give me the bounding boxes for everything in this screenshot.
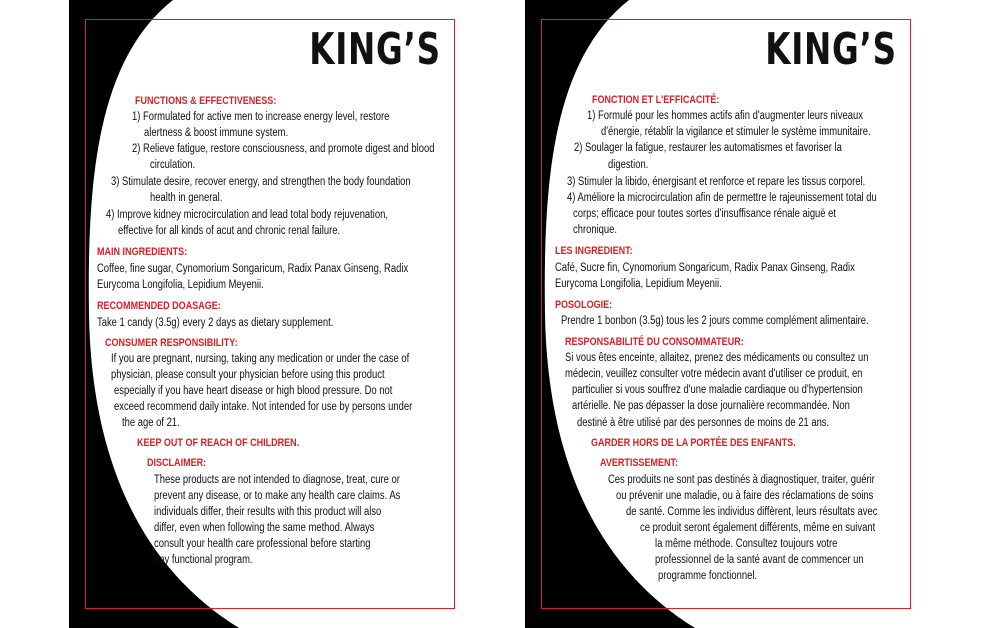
label-card-english xyxy=(69,0,475,628)
body-line: 1) Formulé pour les hommes actifs afin d'augmenter leurs niveaux xyxy=(587,110,863,122)
section-heading: KEEP OUT OF REACH OF CHILDREN. xyxy=(137,437,300,449)
body-line: de santé. Comme les individus diffèrent, leurs résultats avec xyxy=(626,506,878,518)
body-line: programme fonctionnel. xyxy=(658,570,758,582)
body-line: médecin, veuillez consulter votre médecin avant d'utiliser ce produit, en xyxy=(565,368,863,380)
section-heading: POSOLOGIE: xyxy=(555,299,613,311)
body-line: 4) Améliore la microcirculation afin de permettre le rajeunissement total du xyxy=(567,192,877,204)
body-line: any functional program. xyxy=(154,554,253,566)
section-heading: AVERTISSEMENT: xyxy=(600,457,679,469)
body-line: ce produit seront également différents, même en suivant xyxy=(640,522,876,534)
section-heading: DISCLAIMER: xyxy=(147,457,207,469)
body-line: 4) Improve kidney microcirculation and lead total body rejuvenation, xyxy=(106,209,389,221)
section-heading: RESPONSABILITÉ DU CONSOMMATEUR: xyxy=(565,336,744,348)
body-line: These products are not intended to diagnose, treat, cure or xyxy=(154,474,400,486)
body-line: the age of 21. xyxy=(122,417,180,429)
section-heading: GARDER HORS DE LA PORTÉE DES ENFANTS. xyxy=(591,437,796,449)
body-line: digestion. xyxy=(608,159,649,171)
body-line: 2) Relieve fatigue, restore consciousness, and promote digest and blood xyxy=(132,143,435,155)
section-heading: MAIN INGREDIENTS: xyxy=(97,246,188,258)
label-text xyxy=(525,0,931,628)
body-line: If you are pregnant, nursing, taking any medication or under the case of xyxy=(111,353,410,365)
body-line: 3) Stimulate desire, recover energy, and strengthen the body foundation xyxy=(111,176,411,188)
body-line: Eurycoma Longifolia, Lepidium Meyenii. xyxy=(555,278,722,290)
body-line: health in general. xyxy=(150,192,223,204)
body-line: alertness & boost immune system. xyxy=(144,127,289,139)
section-heading: FONCTION ET L'EFFICACITÉ: xyxy=(592,94,720,106)
section-heading: FUNCTIONS & EFFECTIVENESS: xyxy=(135,95,277,107)
body-line: d'énergie, rétablir la vigilance et stimuler le système immunitaire. xyxy=(601,126,871,138)
section-heading: RECOMMENDED DOASAGE: xyxy=(97,300,221,312)
body-line: Eurycoma Longifolia, Lepidium Meyenii. xyxy=(97,279,264,291)
body-line: Ces produits ne sont pas destinés à diagnostiquer, traiter, guérir xyxy=(608,474,875,486)
body-line: professionnel de la santé avant de commencer un xyxy=(655,554,864,566)
body-line: prevent any disease, or to make any health care claims. As xyxy=(154,490,401,502)
body-line: Prendre 1 bonbon (3.5g) tous les 2 jours comme complément alimentaire. xyxy=(561,315,869,327)
body-line: circulation. xyxy=(150,159,196,171)
body-line: individuals differ, their results with this product will also xyxy=(154,506,382,518)
body-line: Take 1 candy (3.5g) every 2 days as dietary supplement. xyxy=(97,317,334,329)
body-line: differ, even when following the same method. Always xyxy=(154,522,375,534)
body-line: corps; efficace pour toutes sortes d'insuffisance rénale aiguë et xyxy=(573,208,837,220)
body-line: 3) Stimuler la libido, énergisant et renforce et repare les tissus corporel. xyxy=(567,176,866,188)
body-line: artérielle. Ne pas dépasser la dose journalière recommandée. Non xyxy=(572,400,850,412)
body-line: ou prévenir une maladie, ou à faire des réclamations de soins xyxy=(616,490,874,502)
body-line: effective for all kinds of acut and chronic renal failure. xyxy=(118,225,341,237)
body-line: 2) Soulager la fatigue, restaurer les automatismes et favoriser la xyxy=(574,142,842,154)
body-line: Si vous êtes enceinte, allaitez, prenez des médicaments ou consultez un xyxy=(565,352,869,364)
body-line: chronique. xyxy=(573,224,618,236)
body-line: particulier si vous souffrez d'une maladie cardiaque ou d'hypertension xyxy=(572,384,863,396)
label-text xyxy=(69,0,475,628)
body-line: especially if you have heart disease or high blood pressure. Do not xyxy=(114,385,393,397)
body-line: physician, please consult your physician before using this product xyxy=(111,369,385,381)
label-card-french xyxy=(525,0,931,628)
body-line: la même méthode. Consultez toujours votre xyxy=(655,538,838,550)
section-heading: CONSUMER RESPONSIBILITY: xyxy=(105,337,238,349)
body-line: Coffee, fine sugar, Cynomorium Songaricum, Radix Panax Ginseng, Radix xyxy=(97,263,409,275)
brand-title: KING’S xyxy=(309,24,441,75)
section-heading: LES INGREDIENT: xyxy=(555,245,633,257)
body-line: Café, Sucre fin, Cynomorium Songaricum, Radix Panax Ginseng, Radix xyxy=(555,262,855,274)
body-line: consult your health care professional before starting xyxy=(154,538,371,550)
body-line: 1) Formulated for active men to increase energy level, restore xyxy=(132,111,390,123)
brand-title: KING’S xyxy=(765,24,897,75)
body-line: exceed recommend daily intake. Not intended for use by persons under xyxy=(114,401,413,413)
body-line: destiné à être utilisé par des personnes de moins de 21 ans. xyxy=(577,417,830,429)
